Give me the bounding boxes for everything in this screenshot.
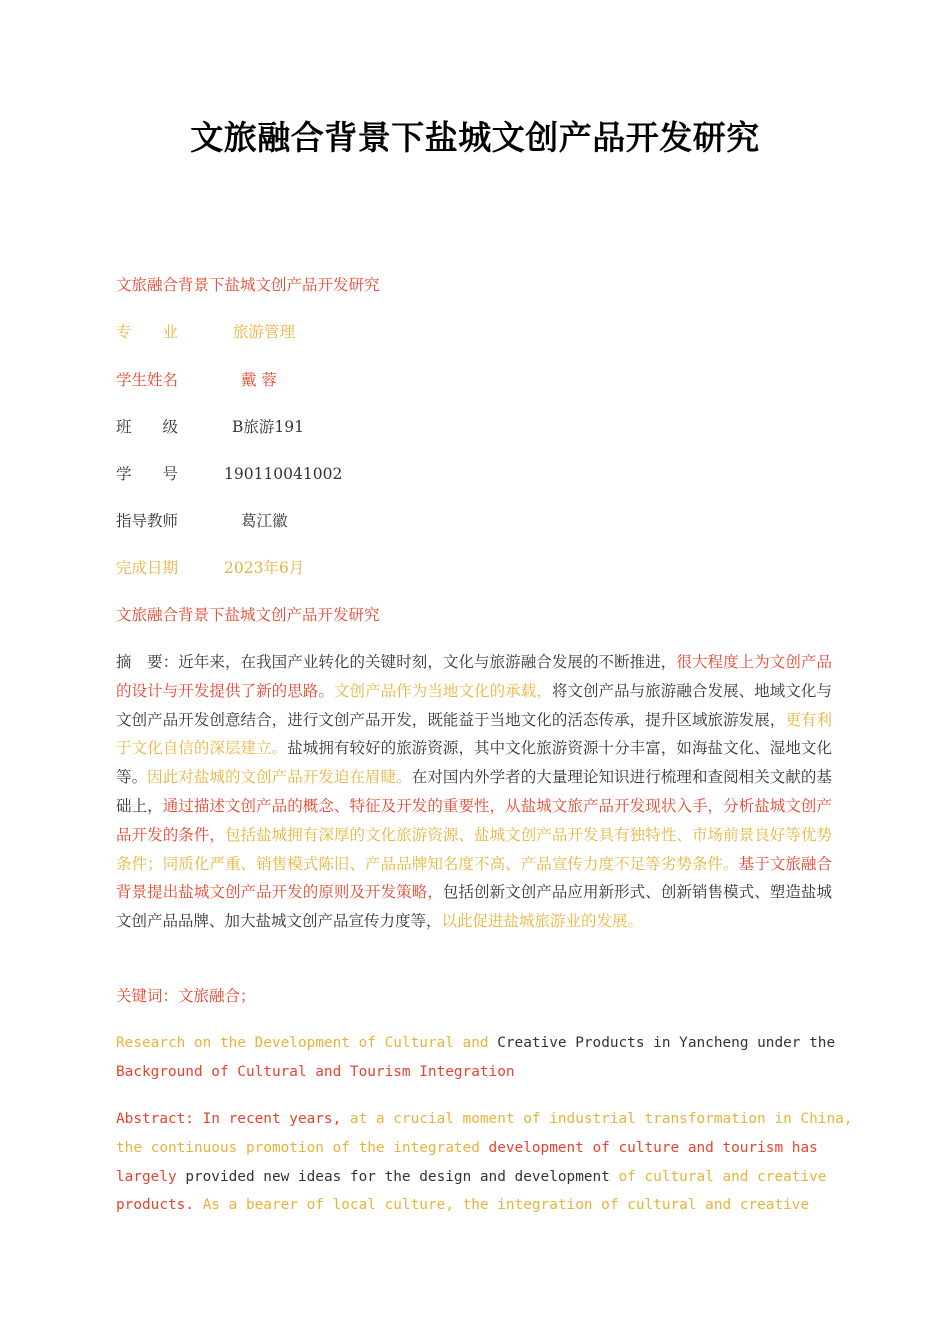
major-value: 旅游管理 — [233, 323, 296, 341]
abstract-en-l1a: Abstract: In recent years, — [116, 1111, 342, 1127]
abstract-en-line-1 — [116, 1105, 853, 1134]
cover-major-row — [116, 322, 296, 342]
abstract-zh-s11: 基于文旅融合背景提出盐城文创产品开发的原则及开发策略， — [116, 854, 832, 902]
document-title: 文旅融合背景下盐城文创产品开发研究 — [190, 118, 760, 157]
abstract-zh-s12: 包括创新文创产品应用新形式、创新销售模式、塑造盐城文创产品品牌、加大盐城文创产品宣传力度等， — [116, 883, 832, 931]
cover-date-row — [116, 558, 305, 578]
abstract-en-l3b: provided new ideas for the design and development — [176, 1168, 610, 1185]
abstract-zh-s9: 通过描述文创产品的概念、特征及开发的重要性，从盐城文旅产品开发现状入手，分析盐城文创产品开发的条件， — [116, 796, 832, 844]
english-title-line-2 — [116, 1058, 846, 1087]
abstract-zh-s8: 在对国内外学者的大量理论知识进行梳理和查阅相关文献的基础上， — [116, 768, 832, 815]
id-label: 学 号 — [116, 465, 179, 483]
abstract-zh-s6: 盐城拥有较好的旅游资源，其中文化旅游资源十分丰富，如海盐文化、湿地文化等。 — [116, 739, 832, 787]
abstract-zh-s2: 很大程度上为文创产品的设计与开发提供了新的思路。 — [116, 653, 832, 700]
advisor-value: 葛江徽 — [241, 512, 288, 530]
abstract-en — [116, 1105, 853, 1220]
cover-class-row — [116, 417, 304, 437]
abstract-en-l3c: of cultural and creative — [609, 1168, 827, 1185]
student-label: 学生姓名 — [116, 371, 179, 389]
abstract-en-line-3 — [116, 1163, 846, 1192]
abstract-en-l1b: at a crucial moment of industrial transformation in China, — [341, 1111, 853, 1127]
date-value: 2023年6月 — [224, 559, 305, 577]
abstract-heading: 文旅融合背景下盐城文创产品开发研究 — [116, 606, 380, 624]
abstract-zh-s7: 因此对盐城的文创产品开发迫在眉睫。 — [147, 768, 412, 787]
english-title-part-1: Research on the Development of Cultural and — [116, 1035, 489, 1051]
english-title — [116, 1029, 846, 1087]
abstract-zh-s4: 将文创产品与旅游融合发展、地域文化与文创产品开发创意结合，进行文创产品开发，既能益于当地文化的活态传承，提升区域旅游发展， — [116, 681, 832, 729]
id-value: 190110041002 — [224, 465, 343, 483]
date-label: 完成日期 — [116, 559, 179, 577]
cover-advisor-row — [116, 511, 288, 531]
english-title-part-3: Background of Cultural and Tourism Integration — [116, 1063, 515, 1080]
abstract-zh-s3: 文创产品作为当地文化的承载， — [333, 681, 552, 700]
abstract-en-l3a: largely — [116, 1168, 177, 1185]
cover-student-row — [116, 370, 277, 390]
english-title-part-2: Creative Products in Yancheng under the — [488, 1035, 836, 1051]
abstract-en-l4b: As a bearer of local culture, the integration of cultural and creative — [193, 1197, 810, 1214]
advisor-label: 指导教师 — [116, 512, 179, 530]
abstract-zh-s10: 包括盐城拥有深厚的文化旅游资源、盐城文创产品开发具有独特性、市场前景良好等优势条件；同质化严重、销售模式陈旧、产品品牌知名度不高、产品宣传力度不足等劣势条件。 — [116, 825, 832, 873]
class-label: 班 级 — [116, 418, 179, 436]
abstract-en-line-2 — [116, 1134, 846, 1163]
abstract-zh-s1: 摘 要：近年来，在我国产业转化的关键时刻，文化与旅游融合发展的不断推进， — [116, 653, 677, 671]
keywords: 关键词：文旅融合； — [116, 987, 256, 1005]
abstract-en-l2a: the continuous promotion of the integrated — [116, 1139, 480, 1156]
abstract-zh-s5: 更有利于文化自信的深层建立。 — [116, 710, 832, 758]
cover-id-row — [116, 464, 343, 484]
class-value: B旅游191 — [232, 418, 304, 436]
cover-subtitle: 文旅融合背景下盐城文创产品开发研究 — [116, 276, 380, 294]
abstract-zh — [116, 648, 832, 936]
abstract-en-line-4 — [116, 1191, 846, 1220]
major-label: 专 业 — [116, 323, 179, 341]
english-title-line-1 — [116, 1029, 846, 1058]
abstract-en-l2b: development of culture and tourism has — [479, 1139, 818, 1156]
abstract-zh-s13: 以此促进盐城旅游业的发展。 — [441, 912, 644, 931]
abstract-en-l4a: products. — [116, 1197, 194, 1214]
student-value: 戴 蓉 — [241, 371, 277, 389]
